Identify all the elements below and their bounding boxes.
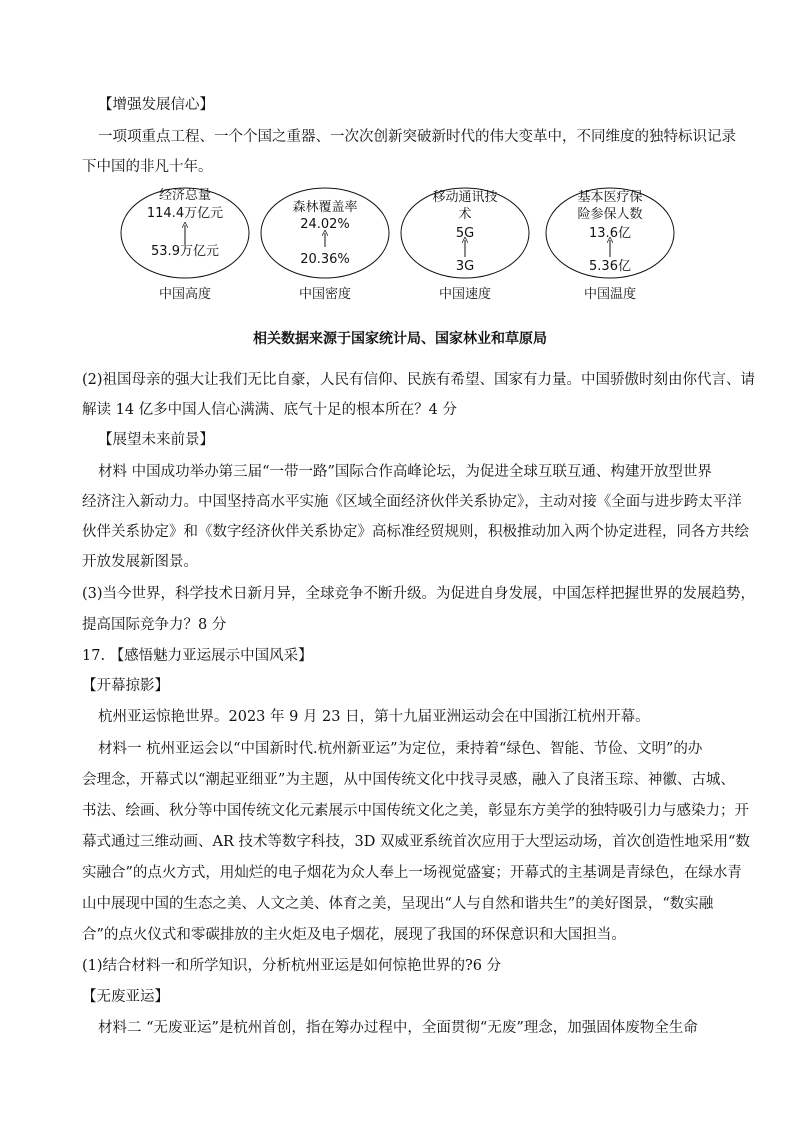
paragraph-line: 合”的点火仪式和零碳排放的主火炬及电子烟花，展现了我国的环保意识和大国担当。 (82, 927, 626, 943)
paragraph-line: 一项项重点工程、一个个国之重器、一次次创新突破新时代的伟大变革中，不同维度的独特标识记录 (98, 129, 736, 145)
subsection-heading: 【无废亚运】 (82, 989, 169, 1005)
paragraph-line: 经济注入新动力。中国坚持高水平实施《区域全面经济伙伴关系协定》，主动对接《全面与进步跨太平洋 (82, 494, 742, 510)
paragraph-line: 材料 中国成功举办第三届“一带一路”国际合作高峰论坛，为促进全球互联互通、构建开放型世界 (98, 464, 712, 480)
question-3: (3)当今世界，科学技术日新月异，全球竞争不断升级。为促进自身发展，中国怎样把握世界的发展趋势， (82, 586, 756, 602)
section-heading-confidence: 【增强发展信心】 (98, 97, 214, 113)
paragraph-line: 实融合”的点火方式，用灿烂的电子烟花为众人奉上一场视觉盛宴；开幕式的主基调是青绿色，在绿水青 (82, 865, 742, 881)
oval-top-value: 5G (455, 226, 475, 241)
paragraph-line: 山中展现中国的生态之美、人文之美、体育之美，呈现出“人与自然和谐共生”的美好图景，“数实融 (82, 896, 714, 912)
oval-bottom-value: 53.9万亿元 (151, 244, 219, 259)
oval-title: 移动通讯技 (432, 190, 498, 205)
ovals-diagram (115, 185, 685, 305)
paragraph-line: 材料二 “无废亚运”是杭州首创，指在筹办过程中，全面贯彻“无废”理念，加强固体废物全生命 (98, 1020, 698, 1036)
data-source-caption: 相关数据来源于国家统计局、国家林业和草原局 (253, 331, 547, 347)
oval-bottom-value: 5.36亿 (589, 259, 631, 274)
oval-title: 经济总量 (158, 188, 212, 203)
subsection-heading: 【开幕掠影】 (82, 678, 169, 694)
question-2: (2)祖国母亲的强大让我们无比自豪，人民有信仰、民族有希望、国家有力量。中国骄傲时刻由你代言、请 (82, 372, 756, 388)
oval-label: 中国温度 (583, 287, 637, 302)
oval-bottom-value: 3G (455, 259, 475, 274)
paragraph-line: 下中国的非凡十年。 (82, 159, 213, 175)
paragraph-line: 杭州亚运惊艳世界。2023 年 9 月 23 日，第十九届亚洲运动会在中国浙江杭州开幕。 (98, 709, 650, 725)
oval-label: 中国高度 (158, 287, 212, 302)
section-heading-future: 【展望未来前景】 (98, 432, 214, 448)
oval-title: 森林覆盖率 (292, 200, 358, 215)
oval-label: 中国速度 (438, 287, 492, 302)
oval-top-value: 24.02% (300, 217, 350, 232)
question-2: 解读 14 亿多中国人信心满满、底气十足的根本所在？4 分 (82, 402, 458, 418)
oval-label: 中国密度 (298, 287, 352, 302)
oval-title: 基本医疗保 (577, 190, 643, 205)
oval-top-value: 13.6亿 (589, 226, 631, 241)
oval-top-value: 114.4万亿元 (146, 206, 224, 221)
paragraph-line: 会理念，开幕式以“潮起亚细亚”为主题，从中国传统文化中找寻灵感，融入了良渚玉琮、神徽、古城、 (82, 772, 735, 788)
oval-bottom-value: 20.36% (300, 252, 350, 267)
paragraph-line: 书法、绘画、秋分等中国传统文化元素展示中国传统文化之美，彰显东方美学的独特吸引力与感染力；开 (82, 803, 749, 819)
paragraph-line: 材料一 杭州亚运会以“中国新时代.杭州新亚运”为定位，秉持着“绿色、智能、节俭、文明”的办 (98, 741, 703, 757)
question-17-heading: 17. 【感悟魅力亚运展示中国风采】 (82, 648, 313, 664)
paragraph-line: 幕式通过三维动画、AR 技术等数字科技，3D 双威亚系统首次应用于大型运动场，首次创造性地采用“数 (82, 834, 750, 850)
paragraph-line: 开放发展新图景。 (82, 554, 198, 570)
oval-title: 术 (458, 207, 472, 222)
paragraph-line: 伙伴关系协定》和《数字经济伙伴关系协定》高标准经贸规则，积极推动加入两个协定进程，同各方共绘 (82, 524, 749, 540)
oval-title: 险参保人数 (577, 207, 643, 222)
question-1: (1)结合材料一和所学知识，分析杭州亚运是如何惊艳世界的?6 分 (82, 958, 502, 974)
question-3: 提高国际竞争力？8 分 (82, 617, 227, 633)
